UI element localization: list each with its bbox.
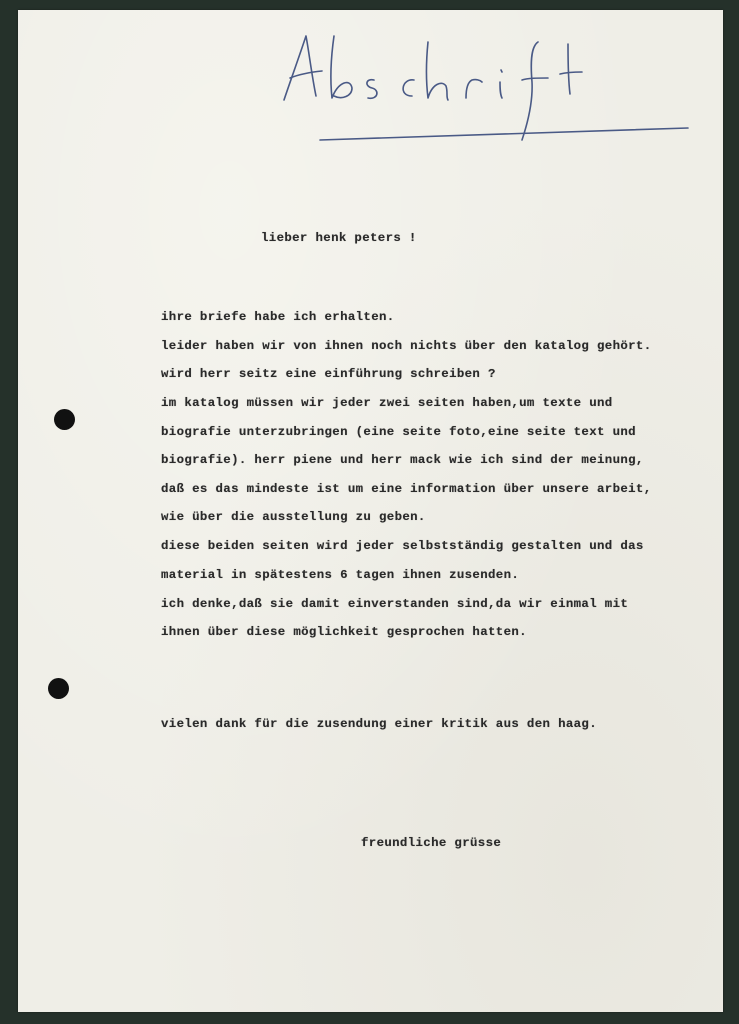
letter-line: material in spätestens 6 tagen ihnen zusenden. [161, 568, 520, 582]
thanks-line: vielen dank für die zusendung einer kritik aus den haag. [161, 717, 597, 731]
letter-line: wird herr seitz eine einführung schreiben ? [161, 367, 496, 381]
letter-line: biografie). herr piene und herr mack wie ich sind der meinung, [161, 453, 644, 467]
letter-line: ich denke,daß sie damit einverstanden sind,da wir einmal mit [161, 597, 629, 611]
letter-page [18, 10, 723, 1012]
letter-line: wie über die ausstellung zu geben. [161, 510, 426, 524]
handwritten-annotation-abschrift [276, 22, 696, 152]
letter-line: daß es das mindeste ist um eine information über unsere arbeit, [161, 482, 652, 496]
closing: freundliche grüsse [361, 836, 502, 850]
letter-line: im katalog müssen wir jeder zwei seiten haben,um texte und [161, 396, 613, 410]
letter-line: biografie unterzubringen (eine seite foto,eine seite text und [161, 425, 636, 439]
punch-hole-top [54, 409, 75, 430]
punch-hole-bottom [48, 678, 69, 699]
letter-line: diese beiden seiten wird jeder selbstständig gestalten und das [161, 539, 644, 553]
letter-line: leider haben wir von ihnen noch nichts über den katalog gehört. [161, 339, 652, 353]
salutation: lieber henk peters ! [261, 231, 417, 245]
letter-line: ihnen über diese möglichkeit gesprochen hatten. [161, 625, 527, 639]
letter-line: ihre briefe habe ich erhalten. [161, 310, 395, 324]
